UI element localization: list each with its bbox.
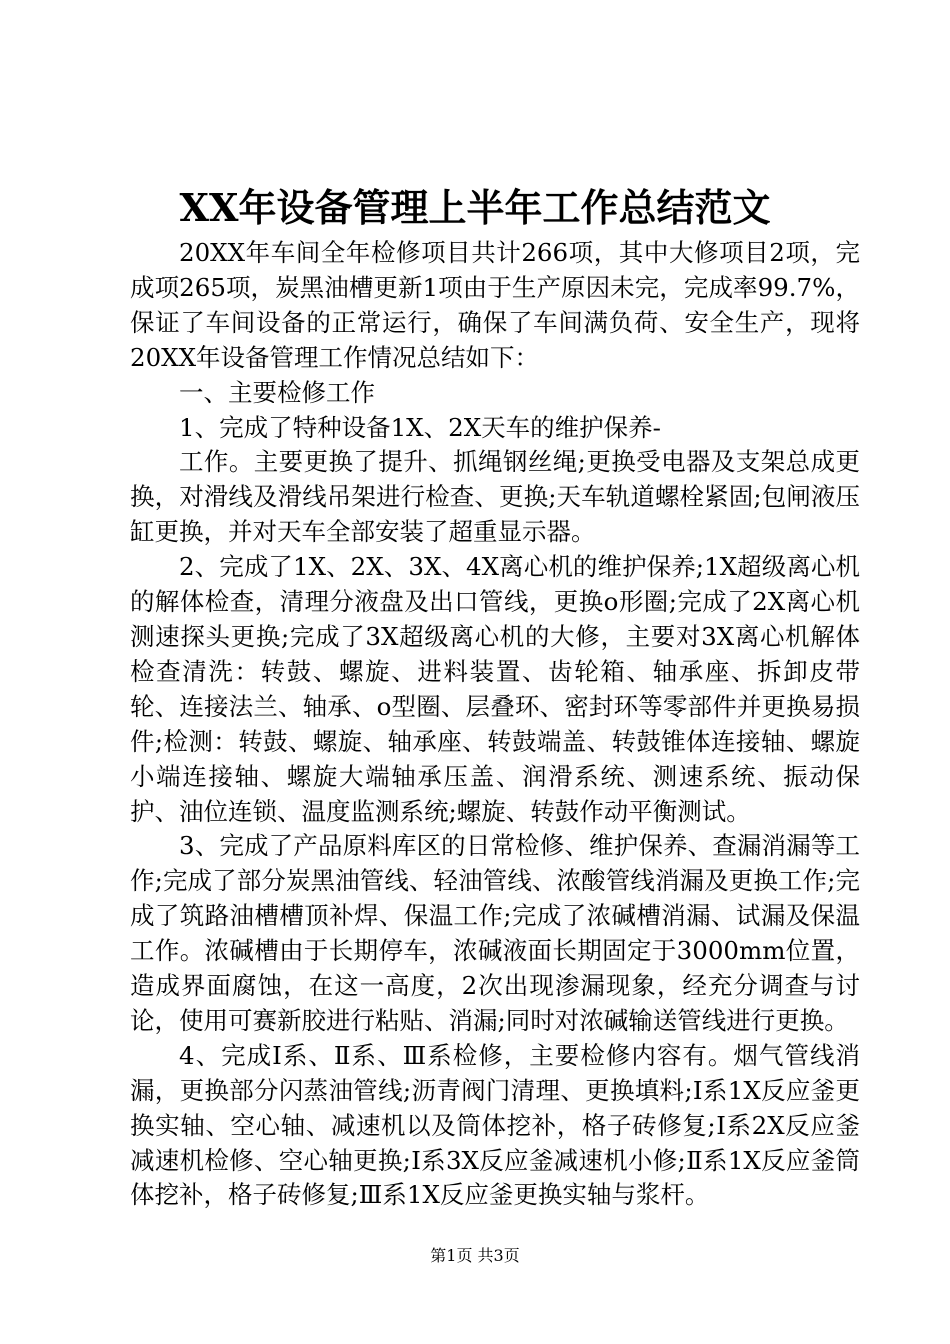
paragraph-item-3: 3、完成了产品原料库区的日常检修、维护保养、查漏消漏等工作;完成了部分炭黑油管线、轻油管线、浓酸管线消漏及更换工作;完成了筑路油槽槽顶补焊、保温工作;完成了浓碱槽消漏、试漏及保温工作。浓碱槽由于长期停车，浓碱液面长期固定于3000mm位置，造成界面腐蚀，在这一高度，2次出现渗漏现象，经充分调查与讨论，使用可赛新胶进行粘贴、消漏;同时对浓碱输送管线进行更换。 xyxy=(130,831,860,1035)
page-footer: 第1页 共3页 xyxy=(430,1246,520,1265)
paragraph-item-2: 2、完成了1X、2X、3X、4X离心机的维护保养;1X超级离心机的解体检查，清理分液盘及出口管线，更换o形圈;完成了2X离心机测速探头更换;完成了3X超级离心机的大修，主要对3X离心机解体检查清洗：转鼓、螺旋、进料装置、齿轮箱、轴承座、拆卸皮带轮、连接法兰、轴承、o型圈、层叠环、密封环等零部件并更换易损件;检测：转鼓、螺旋、轴承座、转鼓端盖、转鼓锥体连接轴、螺旋小端连接轴、螺旋大端轴承压盖、润滑系统、测速系统、振动保护、油位连锁、温度监测系统;螺旋、转鼓作动平衡测试。 xyxy=(130,552,860,826)
paragraph-item-1-body: 工作。主要更换了提升、抓绳钢丝绳;更换受电器及支架总成更换，对滑线及滑线吊架进行检查、更换;天车轨道螺栓紧固;包闸液压缸更换，并对天车全部安装了超重显示器。 xyxy=(130,447,860,547)
paragraph-intro: 20XX年车间全年检修项目共计266项，其中大修项目2项，完成项265项，炭黑油槽更新1项由于生产原因未完，完成率99.7%，保证了车间设备的正常运行，确保了车间满负荷、安全生产，现将20XX年设备管理工作情况总结如下： xyxy=(130,238,860,372)
document-title: XX年设备管理上半年工作总结范文 xyxy=(179,185,771,230)
section-heading-main-maintenance: 一、主要检修工作 xyxy=(179,377,375,407)
paragraph-item-1-heading: 1、完成了特种设备1X、2X天车的维护保养- xyxy=(179,412,661,442)
paragraph-item-4: 4、完成Ⅰ系、Ⅱ系、Ⅲ系检修，主要检修内容有。烟气管线消漏，更换部分闪蒸油管线;沥青阀门清理、更换填料;Ⅰ系1X反应釜更换实轴、空心轴、减速机以及筒体挖补，格子砖修复;Ⅰ系2X反应釜减速机检修、空心轴更换;Ⅰ系3X反应釜减速机小修;Ⅱ系1X反应釜筒体挖补，格子砖修复;Ⅲ系1X反应釜更换实轴与浆杆。 xyxy=(130,1040,860,1210)
document-body xyxy=(130,236,860,1213)
